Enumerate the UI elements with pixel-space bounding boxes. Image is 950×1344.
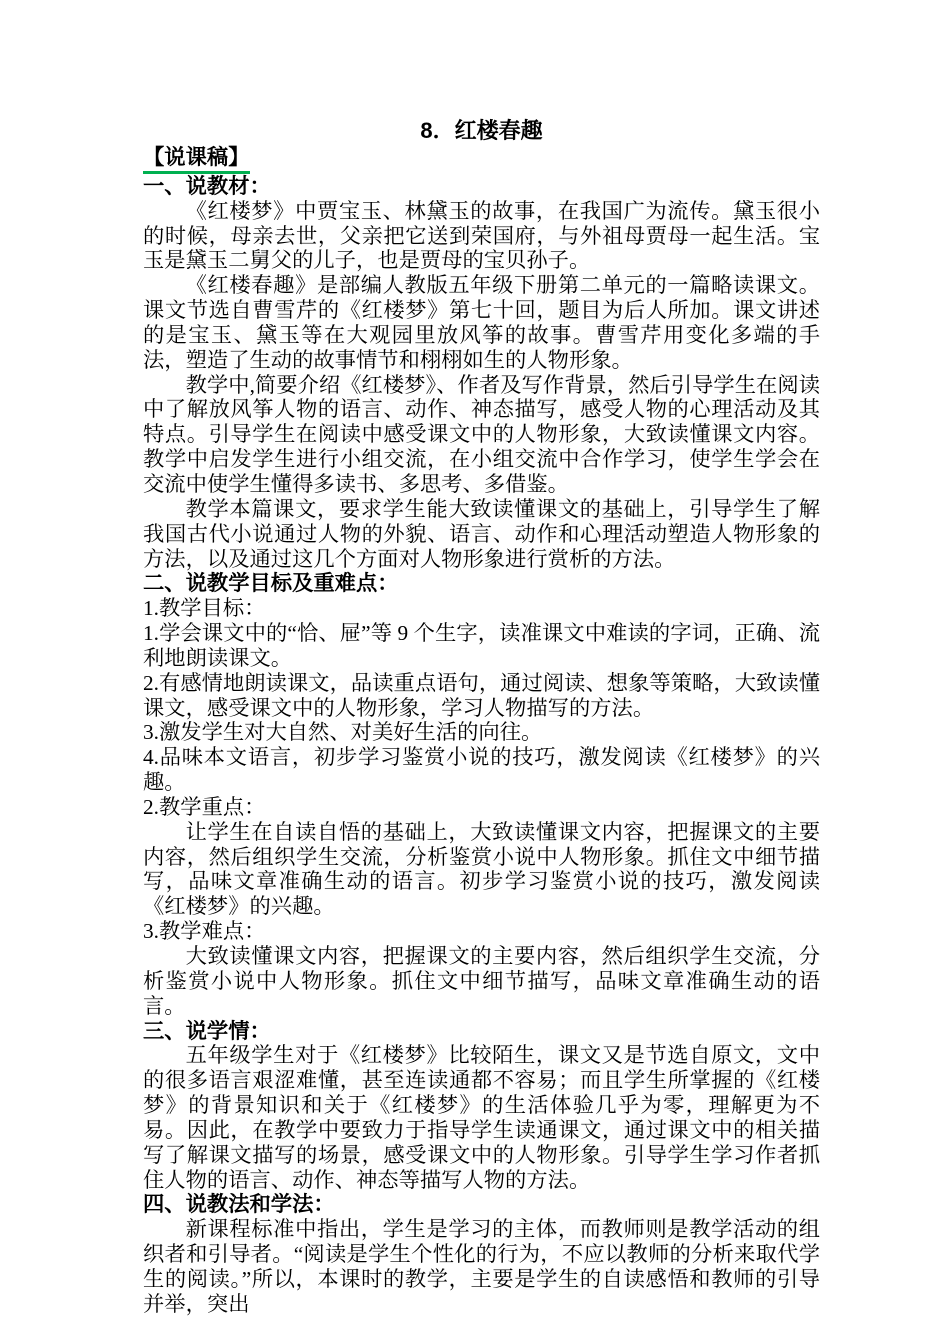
paragraph: 2.教学重点： <box>143 794 266 819</box>
paragraph: 1.教学目标： <box>143 596 266 621</box>
document-body <box>143 174 820 1317</box>
paragraph: 1.学会课文中的“恰、屉”等 9 个生字，读准课文中难读的字词，正确、流利地朗读课文。 <box>143 621 820 670</box>
paragraph: 让学生在自读自悟的基础上，大致读懂课文内容，把握课文的主要内容，然后组织学生交流，分析鉴赏小说中人物形象。抓住文中细节描写，品味文章准确生动的语言。初步学习鉴赏小说的技巧，激发阅读《红楼梦》的兴趣。 <box>143 819 820 919</box>
paragraph: 3.激发学生对大自然、对美好生活的向往。 <box>143 720 543 745</box>
paragraph: 新课程标准中指出，学生是学习的主体，而教师则是教学活动的组织者和引导者。“阅读是学生个性化的行为，不应以教师的分析来取代学生的阅读。”所以，本课时的教学，主要是学生的自读感悟和教师的引导并举，突出 <box>143 1217 820 1316</box>
document-title: 8．红楼春趣 <box>420 118 543 143</box>
paragraph: 3.教学难点： <box>143 919 266 944</box>
paragraph: 教学中,简要介绍《红楼梦》、作者及写作背景，然后引导学生在阅读中了解放风筝人物的语言、动作、神态描写，感受人物的心理活动及其特点。引导学生在阅读中感受课文中的人物形象，大致读懂课文内容。教学中启发学生进行小组交流，在小组交流中合作学习，使学生学会在交流中使学生懂得多读书、多思考、多借鉴。 <box>143 372 820 496</box>
paragraph: 2.有感情地朗读课文，品读重点语句，通过阅读、想象等策略，大致读懂课文，感受课文中的人物形象，学习人物描写的方法。 <box>143 670 820 720</box>
paragraph: 4.品味本文语言，初步学习鉴赏小说的技巧，激发阅读《红楼梦》的兴趣。 <box>143 745 820 795</box>
section-heading: 三、说学情： <box>143 1018 271 1043</box>
paragraph: 大致读懂课文内容，把握课文的主要内容，然后组织学生交流，分析鉴赏小说中人物形象。抓住文中细节描写，品味文章准确生动的语言。 <box>143 944 820 1018</box>
section-heading: 四、说教法和学法： <box>143 1192 335 1217</box>
lecture-note-tag: 【说课稿】 <box>143 145 250 174</box>
tag-line <box>143 145 820 174</box>
section-heading: 一、说教材： <box>143 173 271 198</box>
paragraph: 《红楼梦》中贾宝玉、林黛玉的故事，在我国广为流传。黛玉很小的时候，母亲去世，父亲把它送到荣国府，与外祖母贾母一起生活。宝玉是黛玉二舅父的儿子，也是贾母的宝贝孙子。 <box>143 198 820 273</box>
paragraph: 教学本篇课文，要求学生能大致读懂课文的基础上，引导学生了解我国古代小说通过人物的外貌、语言、动作和心理活动塑造人物形象的方法，以及通过这几个方面对人物形象进行赏析的方法。 <box>143 496 820 571</box>
paragraph: 《红楼春趣》是部编人教版五年级下册第二单元的一篇略读课文。课文节选自曹雪芹的《红楼梦》第七十回，题目为后人所加。课文讲述的是宝玉、黛玉等在大观园里放风筝的故事。曹雪芹用变化多端的手法，塑造了生动的故事情节和栩栩如生的人物形象。 <box>143 273 820 372</box>
paragraph: 五年级学生对于《红楼梦》比较陌生，课文又是节选自原文，文中的很多语言艰涩难懂，甚至连读通都不容易；而且学生所掌握的《红楼梦》的背景知识和关于《红楼梦》的生活体验几乎为零，理解更为不易。因此，在教学中要致力于指导学生读通课文，通过课文中的相关描写了解课文描写的场景，感受课文中的人物形象。引导学生学习作者抓住人物的语言、动作、神态等描写人物的方法。 <box>143 1043 820 1192</box>
section-heading: 二、说教学目标及重难点： <box>143 571 399 596</box>
